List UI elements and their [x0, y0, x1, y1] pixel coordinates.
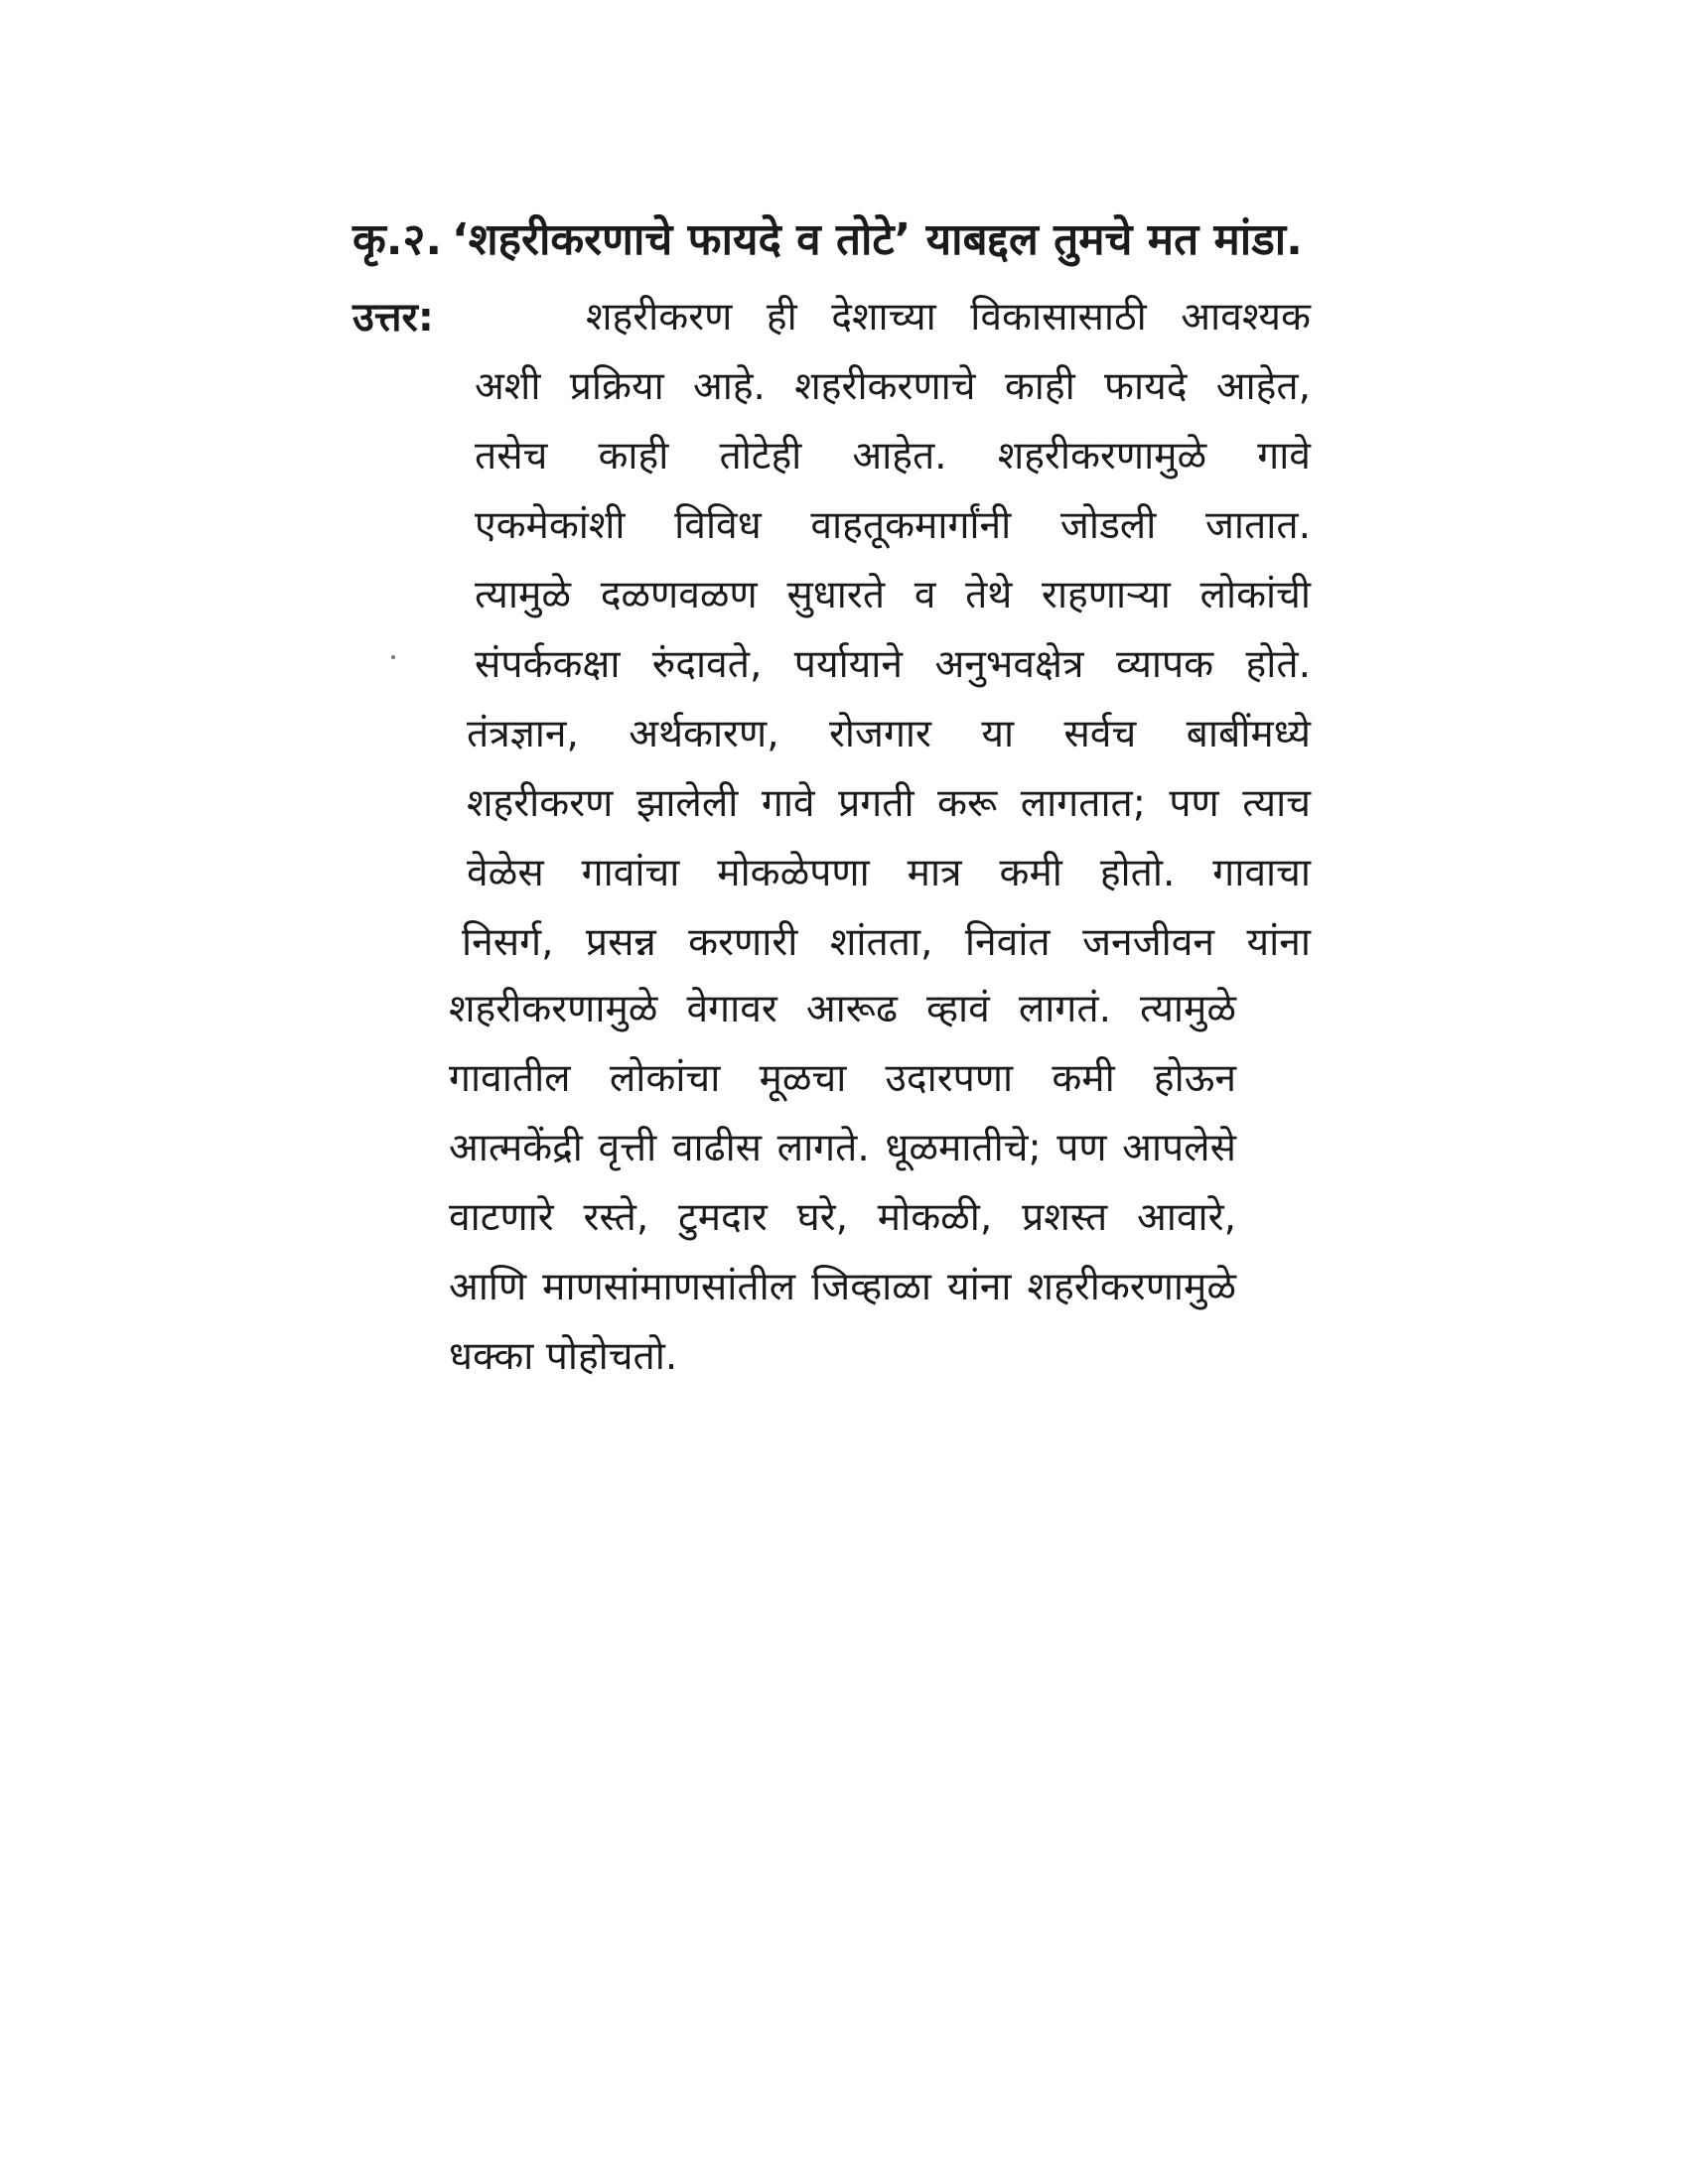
- answer-line: आणि माणसांमाणसांतील जिव्हाळा यांना शहरीकरणामुळे: [449, 1265, 1236, 1309]
- answer-line: तसेच काही तोटेही आहेत. शहरीकरणामुळे गावे: [475, 434, 1311, 478]
- answer-line: त्यामुळे दळणवळण सुधारते व तेथे राहणाऱ्या लोकांची: [475, 573, 1311, 617]
- answer-line: वाटणारे रस्ते, टुमदार घरे, मोकळी, प्रशस्त आवारे,: [449, 1195, 1236, 1240]
- answer-line: एकमेकांशी विविध वाहतूकमार्गांनी जोडली जातात.: [475, 503, 1311, 548]
- answer-line: शहरीकरणामुळे वेगावर आरूढ व्हावं लागतं. त्यामुळे: [449, 987, 1236, 1031]
- answer-line: निसर्ग, प्रसन्न करणारी शांतता, निवांत जनजीवन यांना: [462, 920, 1311, 965]
- question-heading: [352, 210, 1345, 270]
- answer-line: गावातील लोकांचा मूळचा उदारपणा कमी होऊन: [449, 1056, 1236, 1101]
- answer-line: आत्मकेंद्री वृत्ती वाढीस लागते. धूळमातीचे; पण आपलेसे: [449, 1126, 1236, 1170]
- answer-line: शहरीकरण झालेली गावे प्रगती करू लागतात; पण त्याच: [467, 781, 1311, 826]
- answer-line: तंत्रज्ञान, अर्थकारण, रोजगार या सर्वच बाबींमध्ये: [467, 712, 1311, 756]
- answer-line: धक्का पोहोचतो.: [449, 1334, 678, 1379]
- answer-label: उत्तर:: [352, 295, 434, 341]
- answer-line: वेळेस गावांचा मोकळेपणा मात्र कमी होतो. गावाचा: [467, 851, 1311, 895]
- question-text: ‘शहरीकरणाचे फायदे व तोटे’ याबद्दल तुमचे मत मांडा.: [452, 214, 1303, 265]
- answer-line: शहरीकरण ही देशाच्या विकासासाठी आवश्यक: [586, 295, 1311, 340]
- question-number: कृ.२.: [352, 214, 443, 265]
- scan-speck: [391, 655, 395, 659]
- answer-line: संपर्ककक्षा रुंदावते, पर्यायाने अनुभवक्षेत्र व्यापक होते.: [475, 642, 1311, 687]
- answer-line: अशी प्रक्रिया आहे. शहरीकरणाचे काही फायदे आहेत,: [475, 364, 1311, 409]
